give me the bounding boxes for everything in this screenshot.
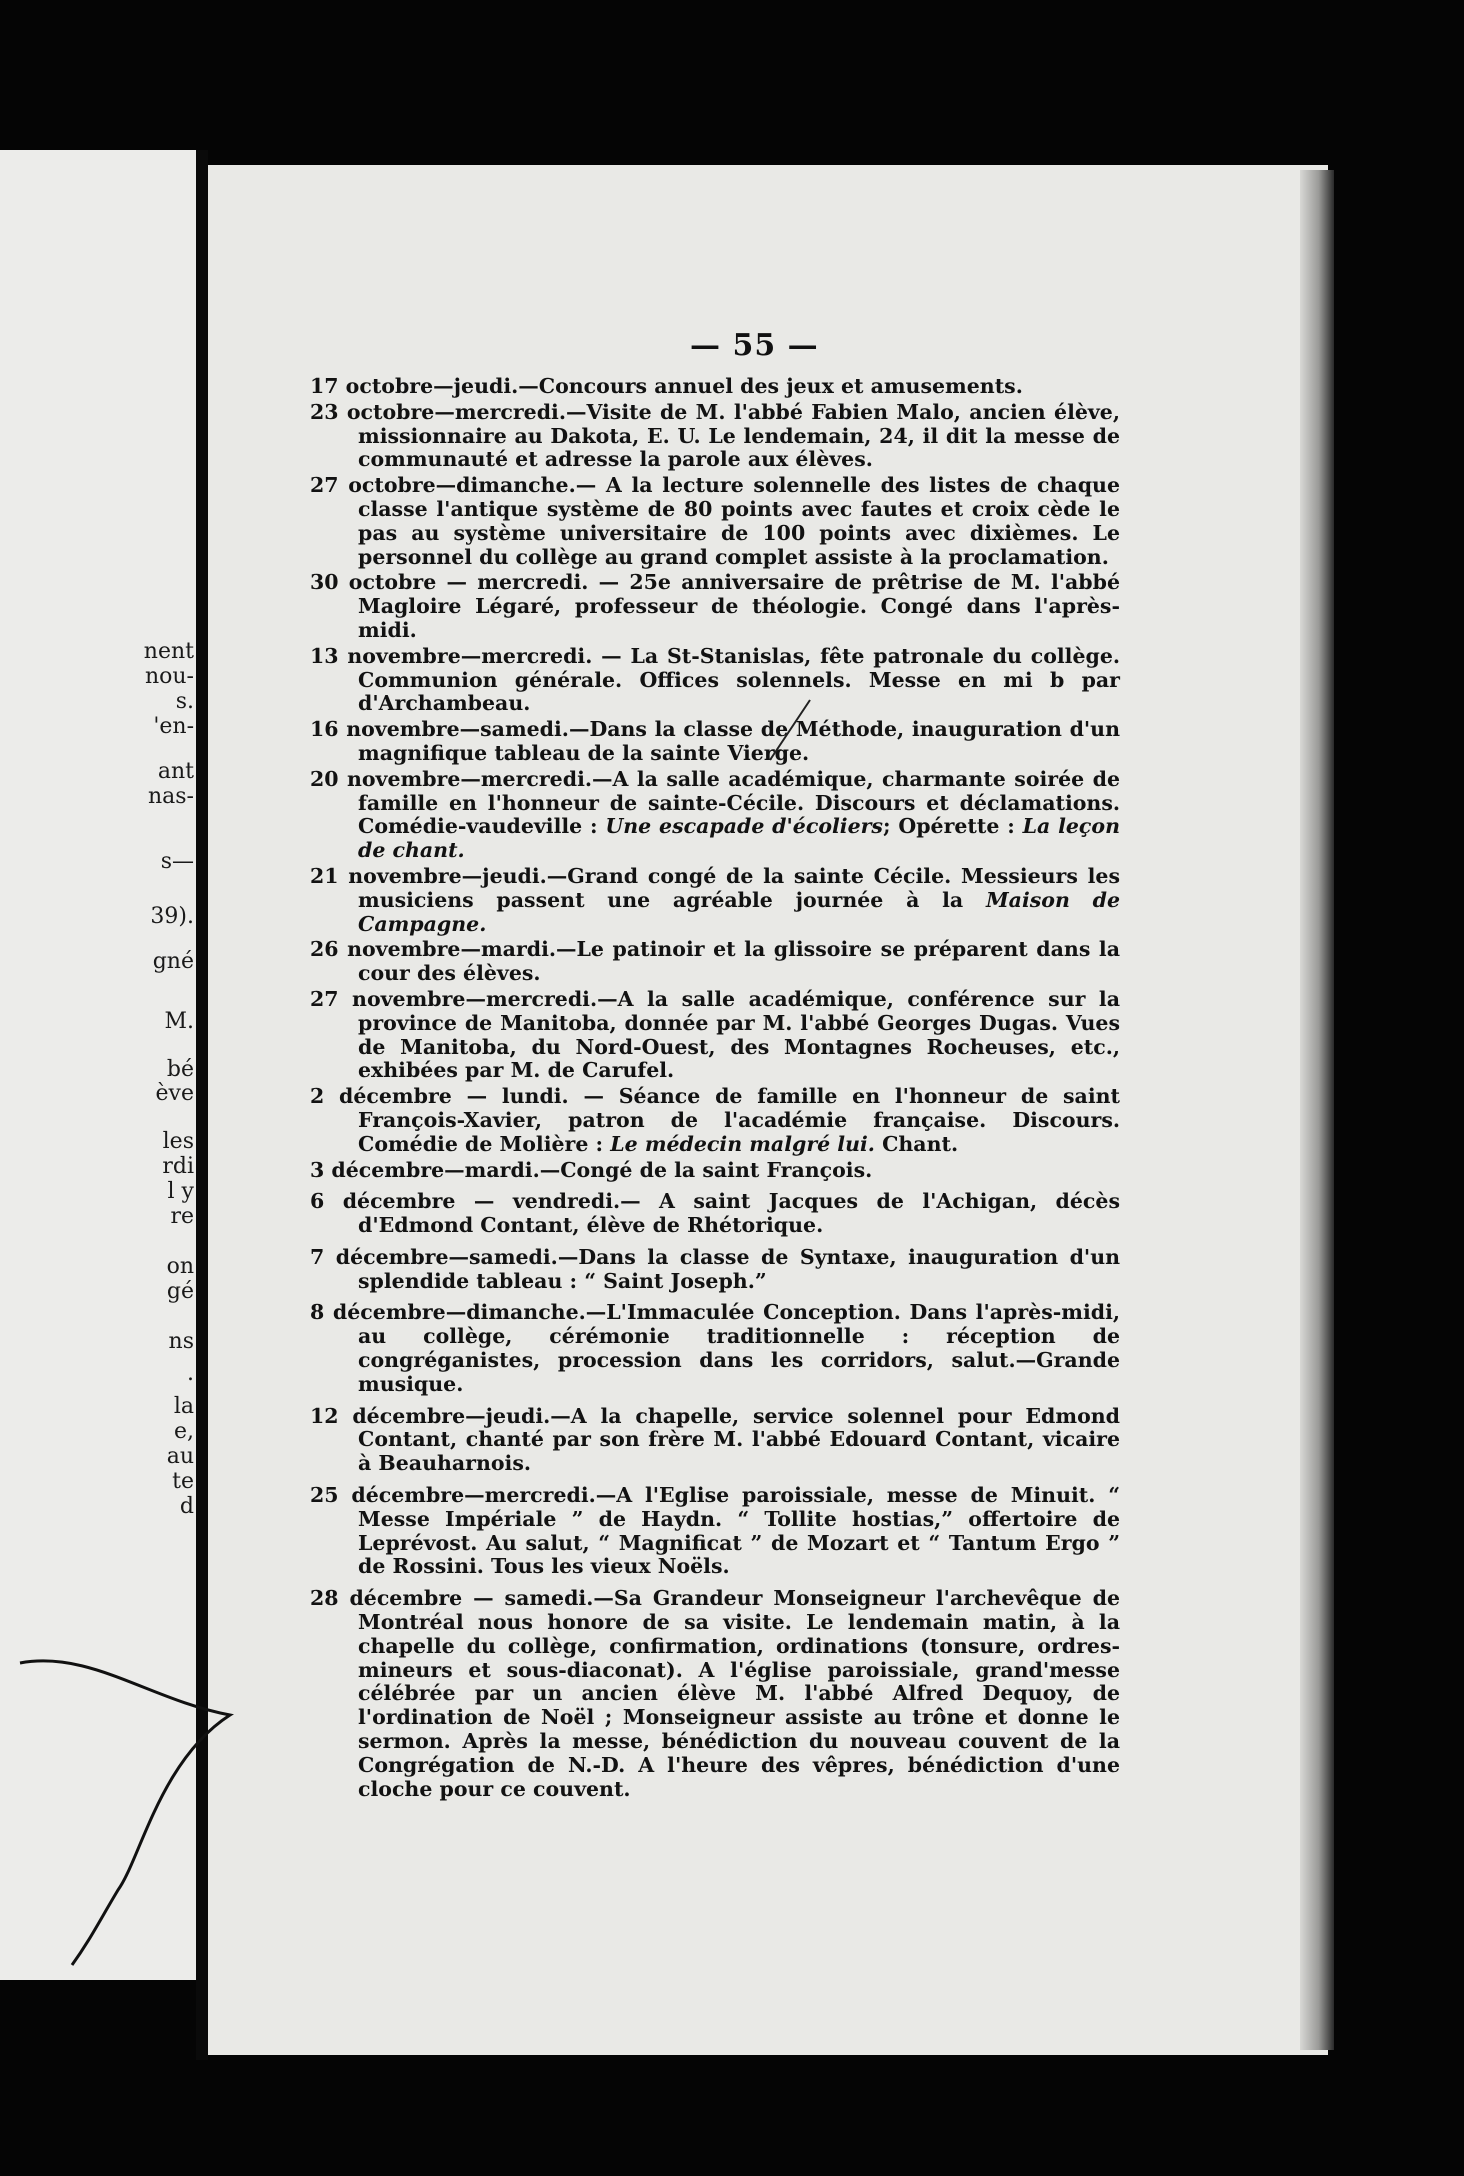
left-margin-fragment: rdi <box>162 1154 194 1179</box>
left-margin-fragment: bé <box>166 1057 194 1082</box>
entry-text: 8 décembre—dimanche.—L'Immaculée Conception. Dans l'après-midi, au collège, cérémonie traditionnelle : réception de congréganistes, procession dans les corridors, salut.—Grande musique. <box>310 1300 1120 1396</box>
entry-text: 16 novembre—samedi.—Dans la classe de Méthode, inauguration d'un magnifique tableau de la sainte Vierge. <box>310 717 1120 765</box>
left-margin-fragment: nas- <box>147 784 194 809</box>
entry-italic-title: La leçon de chant. <box>358 814 1120 863</box>
left-margin-fragment: la <box>173 1394 194 1419</box>
left-margin-fragment: . <box>187 1361 194 1386</box>
left-margin-fragment: gné <box>152 949 194 974</box>
left-margin-fragment: M. <box>164 1009 194 1034</box>
left-margin-fragment: ant <box>157 759 194 784</box>
entry-text: 25 décembre—mercredi.—A l'Eglise paroissiale, messe de Minuit. “ Messe Impériale ” de Haydn. “ Tollite hostias,” offertoire de Leprévost. Au salut, “ Magnificat ” de Mozart et “ Tantum Ergo ” de Rossini. Tous les vieux Noëls. <box>310 1483 1120 1579</box>
left-margin-fragment: nou- <box>144 664 194 689</box>
left-margin-fragment: s— <box>160 849 194 874</box>
entry-italic-title: Le médecin malgré lui. <box>610 1131 875 1156</box>
entry-text: 27 novembre—mercredi.—A la salle académique, conférence sur la province de Manitoba, donnée par M. l'abbé Georges Dugas. Vues de Manitoba, du Nord-Ouest, des Montagnes Rocheuses, etc., exhibées par M. de Carufel. <box>310 986 1120 1083</box>
entry-text: 2 décembre — lundi. — Séance de famille en l'honneur de saint François-Xavier, patron de l'académie française. Discours. Comédie de Molière : <box>310 1084 1120 1156</box>
left-margin-fragment: e, <box>173 1419 194 1444</box>
entry-italic-title: Maison de Campagne. <box>358 887 1120 936</box>
left-margin-fragment: 'en- <box>153 714 194 739</box>
entry-text: 17 octobre—jeudi.—Concours annuel des jeux et amusements. <box>310 374 1023 398</box>
entry-text: 13 novembre—mercredi. — La St-Stanislas, fête patronale du collège. Communion générale. Offices solennels. Messe en mi b par d'Archambeau. <box>310 643 1120 716</box>
left-margin-fragment: gé <box>166 1279 194 1304</box>
entry-text: 27 octobre—dimanche.— A la lecture solennelle des listes de chaque classe l'antique système de 80 points avec fautes et croix cède le pas au système universitaire de 100 points avec dixièmes. Le personnel du collège au grand complet assiste à la proclamation. <box>310 473 1120 569</box>
entry-text: 30 octobre — mercredi. — 25e anniversaire de prêtrise de M. l'abbé Magloire Légaré, professeur de théologie. Congé dans l'après-midi. <box>310 570 1120 642</box>
entry-text: 26 novembre—mardi.—Le patinoir et la glissoire se préparent dans la cour des élèves. <box>310 937 1120 986</box>
entry-text: 6 décembre — vendredi.— A saint Jacques de l'Achigan, décès d'Edmond Contant, élève de Rhétorique. <box>310 1189 1120 1238</box>
entry-text: 7 décembre—samedi.—Dans la classe de Syntaxe, inauguration d'un splendide tableau : “ Saint Joseph.” <box>310 1244 1120 1293</box>
left-margin-fragment: ève <box>155 1081 194 1106</box>
left-margin-fragment: nent <box>143 639 194 664</box>
left-margin-fragment: l y <box>167 1179 194 1204</box>
page-number: — 55 — <box>690 328 819 363</box>
left-margin-fragment: s. <box>175 689 194 714</box>
entry-text: 28 décembre — samedi.—Sa Grandeur Monseigneur l'archevêque de Montréal nous honore de sa visite. Le lendemain matin, à la chapelle du collège, confirmation, ordinations (tonsure, ordres-mineurs et sous-diaconat). A l'église paroissiale, grand'messe célébrée par un ancien élève M. l'abbé Alfred Dequoy, de l'ordination de Noël ; Monseigneur assiste au trône et donne le sermon. Après la messe, bénédiction du nouveau couvent de la Congrégation de N.-D. A l'heure des vêpres, bénédiction d'une cloche pour ce couvent. <box>310 1586 1120 1801</box>
left-margin-fragment: 39). <box>150 904 194 929</box>
entry-italic-title: Une escapade d'écoliers <box>605 814 883 839</box>
entry-text: 20 novembre—mercredi.—A la salle académique, charmante soirée de famille en l'honneur de sainte-Cécile. Discours et déclamations. Comédie-vaudeville : <box>310 766 1120 839</box>
left-margin-fragment: au <box>166 1444 194 1469</box>
left-margin-fragment: ns <box>168 1329 194 1354</box>
entry-text: 21 novembre—jeudi.—Grand congé de la sainte Cécile. Messieurs les musiciens passent une agréable journée à la <box>310 863 1120 912</box>
left-margin-fragment: d <box>179 1494 194 1519</box>
left-margin-fragment: les <box>162 1129 194 1154</box>
left-margin-fragment: re <box>170 1204 194 1229</box>
entry-text: 3 décembre—mardi.—Congé de la saint François. <box>310 1157 873 1182</box>
entry-text: 12 décembre—jeudi.—A la chapelle, service solennel pour Edmond Contant, chanté par son frère M. l'abbé Edouard Contant, vicaire à Beauharnois. <box>310 1403 1120 1476</box>
entry-text: 23 octobre—mercredi.—Visite de M. l'abbé Fabien Malo, ancien élève, missionnaire au Dakota, E. U. Le lendemain, 24, il dit la messe de communauté et adresse la parole aux élèves. <box>310 399 1120 472</box>
entry-text-continued: Chant. <box>874 1131 959 1156</box>
left-margin-fragment: te <box>172 1469 194 1494</box>
entry-text-continued: ; Opérette : <box>882 814 1015 839</box>
left-margin-fragment: on <box>166 1254 194 1279</box>
